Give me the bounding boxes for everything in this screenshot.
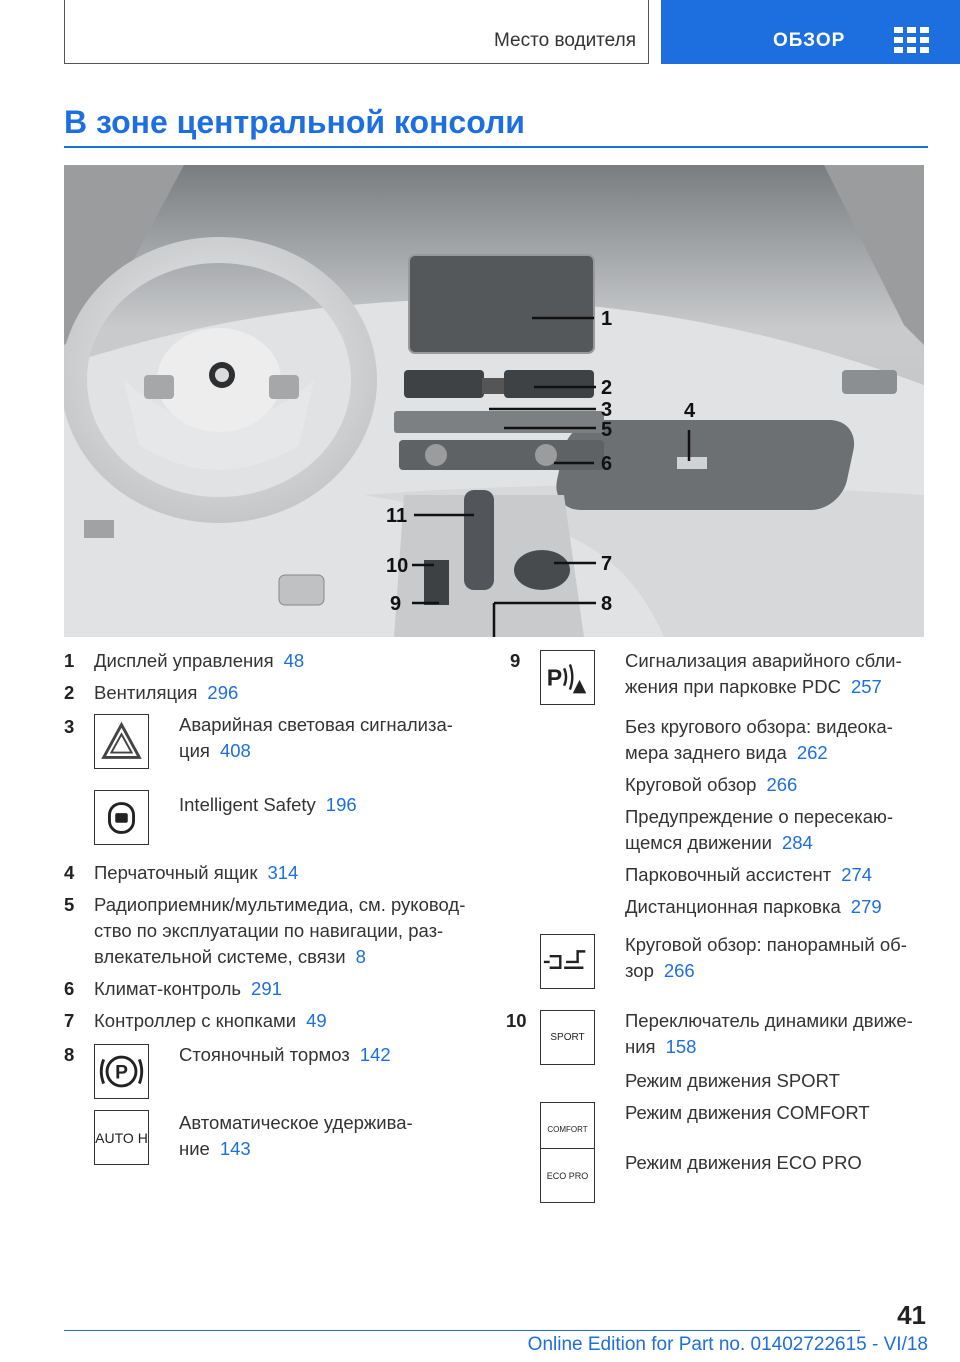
dashboard-illustration: [64, 165, 924, 637]
callout-label: 7: [601, 553, 613, 575]
parking-brake-icon: [94, 1044, 149, 1099]
panorama-view-icon: [540, 934, 595, 989]
header-section-title: Место водителя: [494, 30, 636, 51]
intelligent-safety-icon: [94, 790, 149, 845]
page-link[interactable]: 48: [283, 650, 305, 671]
page-link[interactable]: 143: [219, 1138, 251, 1159]
callout-label: 2: [601, 377, 613, 399]
item-number: 10: [506, 1010, 527, 1031]
list-item: [64, 892, 484, 970]
item-number: 7: [64, 1010, 75, 1031]
item-text: Дистанционная парковка: [625, 896, 841, 917]
item-text: Радиоприемник/мультимедиа, см. руковод-ство по эксплуатации по навигации, раз-влекательной системе, связи: [94, 894, 466, 967]
list-item: [506, 1008, 930, 1068]
item-number: 3: [64, 716, 75, 737]
callout-label: 1: [601, 308, 613, 330]
header-chapter-tab[interactable]: [661, 0, 960, 64]
item-text: Вентиляция: [94, 682, 198, 703]
item-text: Климат-контроль: [94, 978, 242, 999]
list-item: [64, 712, 484, 780]
item-text: Режим движения COMFORT: [625, 1102, 870, 1123]
item-number: 5: [64, 894, 75, 915]
list-item: [64, 976, 484, 1002]
item-number: 9: [510, 650, 521, 671]
list-item: [510, 932, 930, 1002]
icon-label: COMFORT: [547, 1124, 588, 1134]
item-number: 6: [64, 978, 75, 999]
list-item: [510, 1068, 930, 1138]
item-number: 4: [64, 862, 75, 883]
page-link[interactable]: 296: [207, 682, 239, 703]
page-number: 41: [897, 1300, 926, 1330]
list-item: [510, 894, 930, 920]
list-item: [64, 1008, 484, 1034]
page-link[interactable]: 266: [663, 960, 695, 981]
list-item: [64, 648, 484, 674]
list-item: [510, 648, 930, 708]
item-text: Предупреждение о пересекаю-щемся движении: [625, 806, 894, 853]
svg-text:P: P: [115, 1062, 128, 1084]
item-text: Круговой обзор: панорамный об-зор: [625, 934, 907, 981]
item-text: Перчаточный ящик: [94, 862, 258, 883]
item-text: Без кругового обзора: видеока-мера заднего вида: [625, 716, 893, 763]
grid-icon: [894, 27, 930, 54]
page-link[interactable]: 408: [219, 740, 251, 761]
left-item-list: [64, 648, 484, 1178]
callout-label: 6: [601, 453, 613, 475]
icon-label: ECO PRO: [546, 1170, 589, 1181]
callout-label: 11: [386, 505, 408, 527]
page-link[interactable]: 158: [665, 1036, 697, 1057]
page-link[interactable]: 291: [251, 978, 282, 999]
list-item: [64, 1108, 484, 1178]
callout-label: 10: [386, 555, 409, 577]
item-number: 1: [64, 650, 75, 671]
list-item: [64, 860, 484, 886]
item-text: Контроллер с кнопками: [94, 1010, 297, 1031]
list-item: [510, 1138, 930, 1208]
list-item: [510, 772, 930, 798]
page-link[interactable]: 257: [850, 676, 882, 697]
page-link[interactable]: 284: [781, 832, 813, 853]
page-link[interactable]: 279: [850, 896, 882, 917]
item-text: Круговой обзор: [625, 774, 757, 795]
list-item: [64, 784, 484, 856]
park-assist-icon: [540, 650, 595, 705]
callout-label: 5: [601, 419, 613, 441]
title-divider: [64, 146, 928, 148]
svg-text:P: P: [546, 664, 563, 691]
item-text: Дисплей управления: [94, 650, 274, 671]
icon-label: AUTO H: [95, 1129, 148, 1146]
eco-pro-mode-icon: [540, 1148, 595, 1203]
list-item: [510, 804, 930, 856]
hazard-warning-icon: [94, 714, 149, 769]
right-item-list: [506, 648, 930, 1208]
item-text: Автоматическое удержива-ние: [179, 1112, 413, 1159]
page-link[interactable]: 314: [267, 862, 299, 883]
callout-label: 3: [601, 399, 613, 421]
item-text: Режим движения SPORT: [625, 1070, 840, 1091]
page-link[interactable]: 142: [359, 1044, 391, 1065]
icon-label: SPORT: [550, 1031, 585, 1043]
item-text: Стояночный тормоз: [179, 1044, 350, 1065]
page-link[interactable]: 266: [766, 774, 798, 795]
header-section-box: [64, 0, 649, 64]
footer-divider: [64, 1330, 860, 1331]
footer-edition: Online Edition for Part no. 01402722615 - VI/18: [527, 1334, 928, 1355]
callout-label: 9: [390, 593, 402, 615]
item-text: Парковочный ассистент: [625, 864, 832, 885]
page-link[interactable]: 274: [841, 864, 873, 885]
page-link[interactable]: 49: [306, 1010, 327, 1031]
sport-mode-icon: [540, 1010, 595, 1065]
list-item: [510, 714, 930, 766]
header-chapter-title: ОБЗОР: [773, 30, 846, 51]
item-text: Сигнализация аварийного сбли-жения при парковке PDC: [625, 650, 902, 697]
item-text: Режим движения ECO PRO: [625, 1152, 862, 1173]
item-text: Переключатель динамики движе-ния: [625, 1010, 913, 1057]
item-number: 2: [64, 682, 75, 703]
list-item: [510, 862, 930, 888]
item-number: 8: [64, 1044, 75, 1065]
list-item: [64, 680, 484, 706]
item-text: Intelligent Safety: [179, 794, 316, 815]
page-link[interactable]: 8: [355, 946, 366, 967]
item-text: Аварийная световая сигнализа-ция: [179, 714, 453, 761]
page-link[interactable]: 262: [796, 742, 828, 763]
page-link[interactable]: 196: [325, 794, 357, 815]
page-title: В зоне центральной консоли: [64, 104, 525, 140]
callout-label: 8: [601, 593, 613, 615]
auto-hold-icon: [94, 1110, 149, 1165]
callout-label: 4: [684, 400, 696, 422]
list-item: [64, 1042, 484, 1108]
